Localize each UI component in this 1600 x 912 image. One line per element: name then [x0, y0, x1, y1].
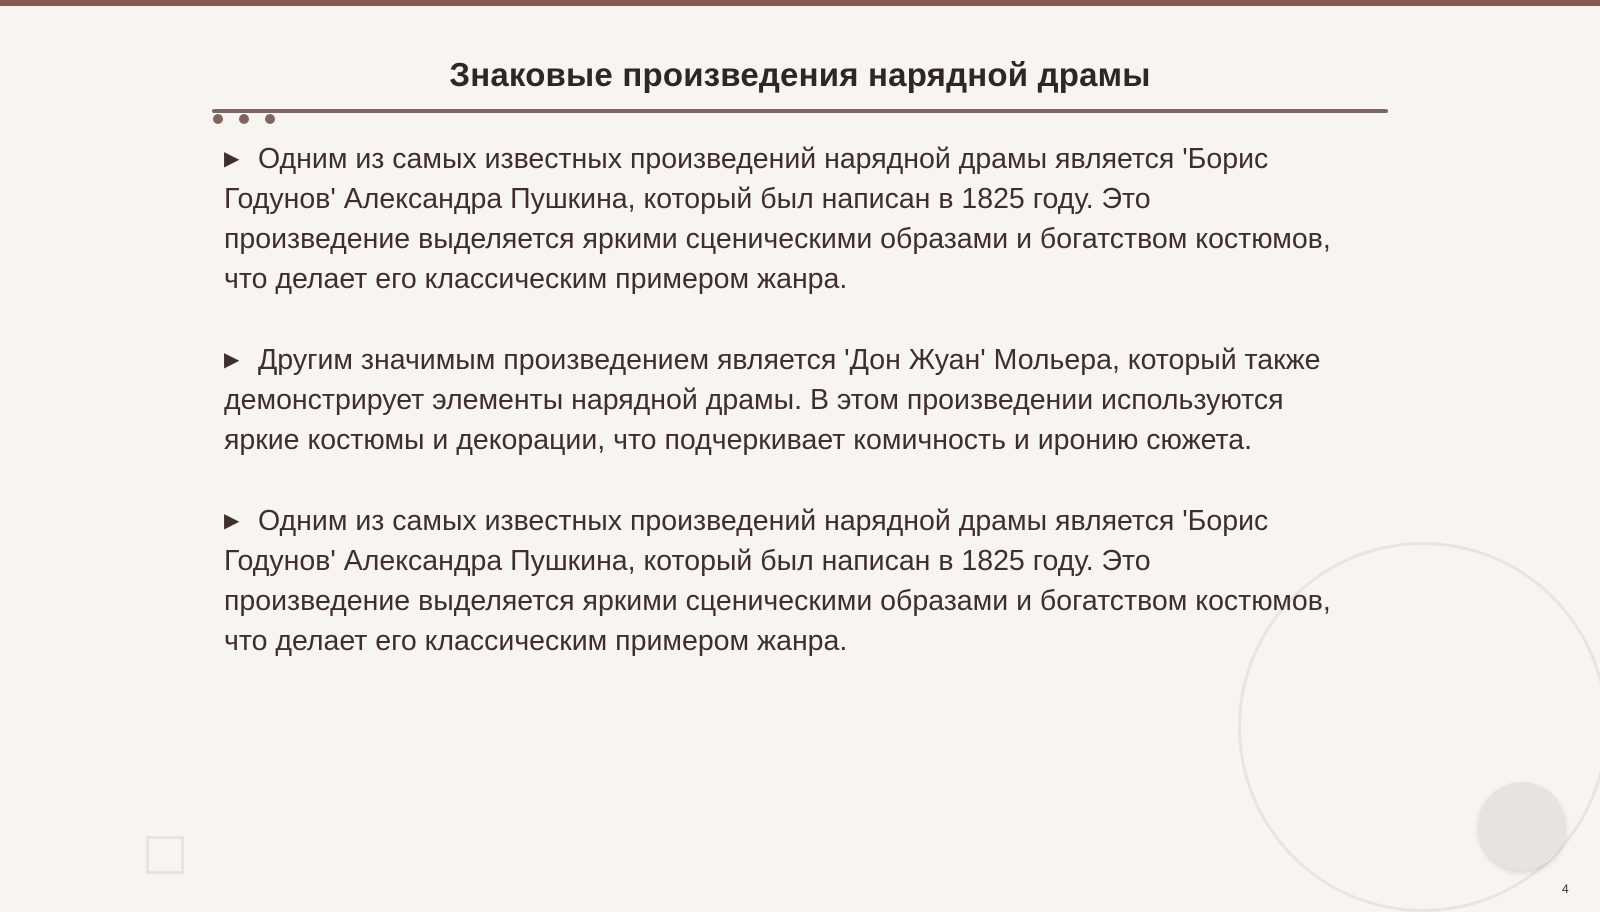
bullet-text: Другим значимым произведением является 'Дон Жуан' Мольера, который также демонстрирует элементы нарядной драмы. В этом произведении используются яркие костюмы и декорации, что подчеркивает комичность и иронию сюжета. [224, 344, 1321, 456]
title-underline [212, 109, 1388, 113]
bullet-text: Одним из самых известных произведений нарядной драмы является 'Борис Годунов' Александра Пушкина, который был написан в 1825 году. Это произведение выделяется яркими сценическими образами и богатством костюмов, что делает его классическим примером жанра. [224, 143, 1331, 295]
triangle-bullet-icon: ▶ [224, 510, 240, 532]
triangle-bullet-icon: ▶ [224, 148, 240, 170]
slide-title: Знаковые произведения нарядной драмы [449, 56, 1151, 93]
decor-dot [213, 114, 223, 124]
bullet-item [224, 139, 1344, 299]
triangle-bullet-icon: ▶ [224, 349, 240, 371]
decor-dot [239, 114, 249, 124]
bullet-item [224, 340, 1344, 460]
bullet-text: Одним из самых известных произведений нарядной драмы является 'Борис Годунов' Александра Пушкина, который был написан в 1825 году. Это произведение выделяется яркими сценическими образами и богатством костюмов, что делает его классическим примером жанра. [224, 505, 1331, 657]
decor-circle-filled [1478, 782, 1566, 870]
top-accent-bar [0, 0, 1600, 6]
decor-dot [265, 114, 275, 124]
bullet-item [224, 501, 1344, 661]
bullet-list [224, 139, 1344, 702]
decor-square [146, 836, 184, 874]
page-number: 4 [1562, 882, 1569, 896]
